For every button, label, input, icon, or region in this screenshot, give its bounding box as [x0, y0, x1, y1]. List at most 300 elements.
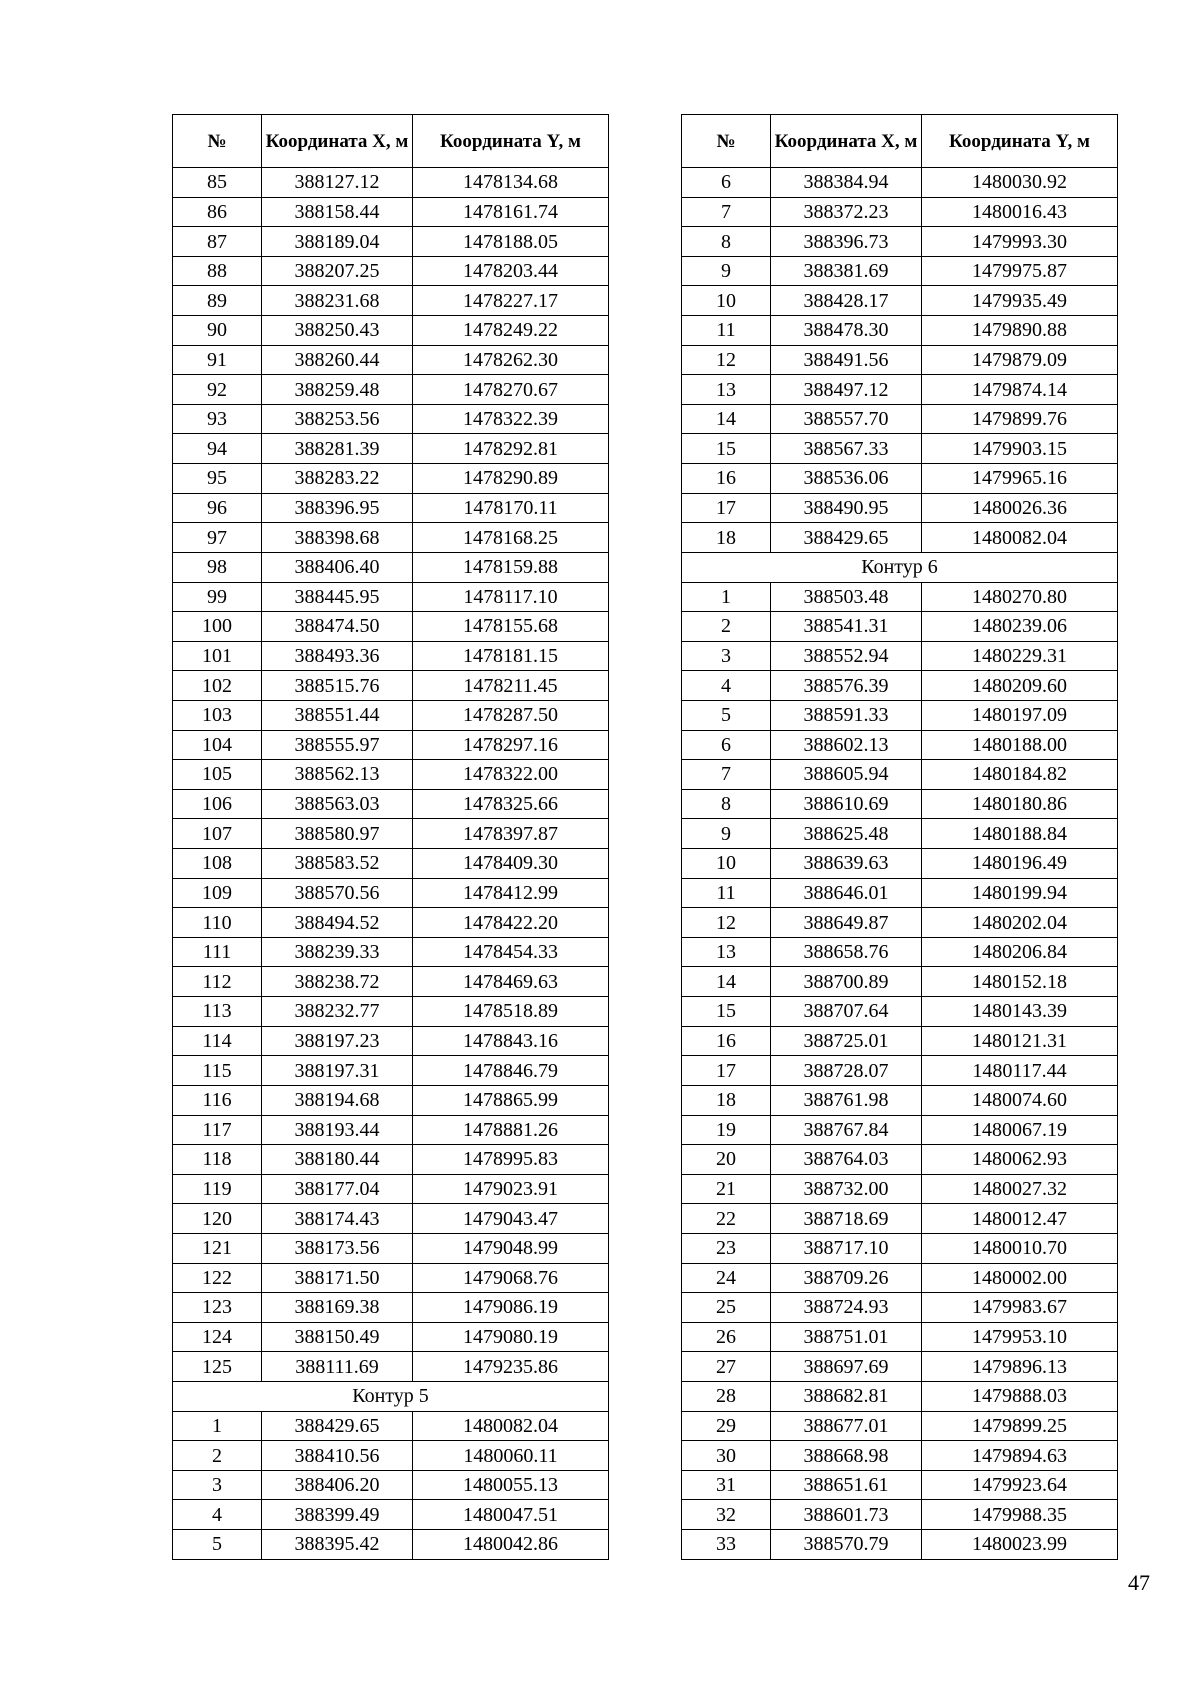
cell-number: 90	[173, 316, 262, 346]
cell-number: 32	[682, 1500, 771, 1530]
coordinates-table-left	[172, 114, 609, 1560]
table-row	[173, 641, 609, 671]
cell-number: 25	[682, 1293, 771, 1323]
table-row	[682, 1026, 1118, 1056]
cell-coordinate-x: 388490.95	[771, 493, 922, 523]
cell-number: 92	[173, 375, 262, 405]
cell-coordinate-y: 1478409.30	[413, 849, 609, 879]
table-row	[682, 1263, 1118, 1293]
cell-coordinate-y: 1479890.88	[922, 316, 1118, 346]
cell-coordinate-y: 1478159.88	[413, 552, 609, 582]
cell-coordinate-x: 388478.30	[771, 316, 922, 346]
cell-coordinate-y: 1480188.00	[922, 730, 1118, 760]
cell-coordinate-y: 1480082.04	[922, 523, 1118, 553]
cell-coordinate-y: 1479048.99	[413, 1233, 609, 1263]
contour-row	[682, 552, 1118, 582]
cell-coordinate-y: 1480180.86	[922, 789, 1118, 819]
page-number: 47	[1128, 1570, 1150, 1595]
cell-coordinate-x: 388189.04	[262, 227, 413, 257]
cell-coordinate-x: 388732.00	[771, 1174, 922, 1204]
cell-coordinate-x: 388591.33	[771, 700, 922, 730]
cell-coordinate-y: 1478287.50	[413, 700, 609, 730]
table-row	[173, 375, 609, 405]
cell-coordinate-x: 388396.95	[262, 493, 413, 523]
cell-coordinate-y: 1480152.18	[922, 967, 1118, 997]
cell-coordinate-x: 388158.44	[262, 197, 413, 227]
cell-coordinate-y: 1479879.09	[922, 345, 1118, 375]
table-row	[173, 1322, 609, 1352]
cell-coordinate-x: 388677.01	[771, 1411, 922, 1441]
cell-coordinate-x: 388570.79	[771, 1530, 922, 1560]
table-row	[173, 1233, 609, 1263]
table-row	[682, 760, 1118, 790]
cell-coordinate-y: 1479899.25	[922, 1411, 1118, 1441]
table-row	[173, 434, 609, 464]
table-row	[682, 819, 1118, 849]
cell-coordinate-x: 388497.12	[771, 375, 922, 405]
cell-coordinate-x: 388127.12	[262, 168, 413, 198]
cell-coordinate-x: 388707.64	[771, 997, 922, 1027]
cell-coordinate-x: 388174.43	[262, 1204, 413, 1234]
cell-number: 113	[173, 997, 262, 1027]
cell-number: 87	[173, 227, 262, 257]
cell-coordinate-y: 1480016.43	[922, 197, 1118, 227]
table-row	[173, 671, 609, 701]
cell-coordinate-x: 388428.17	[771, 286, 922, 316]
table-row	[173, 612, 609, 642]
table-row	[173, 345, 609, 375]
table-row	[173, 937, 609, 967]
contour-label: Контур 6	[682, 552, 1118, 582]
cell-coordinate-x: 388494.52	[262, 908, 413, 938]
cell-number: 8	[682, 227, 771, 257]
cell-coordinate-x: 388410.56	[262, 1441, 413, 1471]
cell-coordinate-y: 1480239.06	[922, 612, 1118, 642]
cell-coordinate-y: 1478181.15	[413, 641, 609, 671]
cell-coordinate-x: 388399.49	[262, 1500, 413, 1530]
table-row	[682, 1352, 1118, 1382]
cell-number: 115	[173, 1056, 262, 1086]
cell-number: 119	[173, 1174, 262, 1204]
cell-coordinate-x: 388562.13	[262, 760, 413, 790]
cell-number: 93	[173, 404, 262, 434]
table-row	[682, 849, 1118, 879]
table-row	[173, 197, 609, 227]
cell-number: 9	[682, 256, 771, 286]
cell-coordinate-x: 388767.84	[771, 1115, 922, 1145]
cell-coordinate-x: 388169.38	[262, 1293, 413, 1323]
table-row	[173, 256, 609, 286]
contour-label: Контур 5	[173, 1381, 609, 1411]
cell-number: 85	[173, 168, 262, 198]
cell-coordinate-y: 1480196.49	[922, 849, 1118, 879]
table-row	[173, 493, 609, 523]
cell-coordinate-y: 1480042.86	[413, 1530, 609, 1560]
cell-number: 3	[173, 1470, 262, 1500]
cell-coordinate-y: 1480012.47	[922, 1204, 1118, 1234]
cell-number: 108	[173, 849, 262, 879]
cell-number: 104	[173, 730, 262, 760]
table-row	[682, 345, 1118, 375]
cell-coordinate-x: 388700.89	[771, 967, 922, 997]
cell-coordinate-y: 1480030.92	[922, 168, 1118, 198]
cell-coordinate-y: 1480023.99	[922, 1530, 1118, 1560]
cell-coordinate-x: 388557.70	[771, 404, 922, 434]
cell-number: 102	[173, 671, 262, 701]
header-coordinate-y: Координата Y, м	[413, 115, 609, 168]
cell-coordinate-y: 1479923.64	[922, 1470, 1118, 1500]
cell-number: 27	[682, 1352, 771, 1382]
cell-coordinate-y: 1478469.63	[413, 967, 609, 997]
cell-number: 122	[173, 1263, 262, 1293]
cell-number: 14	[682, 967, 771, 997]
cell-coordinate-y: 1479899.76	[922, 404, 1118, 434]
cell-coordinate-y: 1480026.36	[922, 493, 1118, 523]
cell-number: 109	[173, 878, 262, 908]
cell-coordinate-x: 388541.31	[771, 612, 922, 642]
cell-coordinate-y: 1480010.70	[922, 1233, 1118, 1263]
cell-number: 88	[173, 256, 262, 286]
cell-coordinate-y: 1479903.15	[922, 434, 1118, 464]
cell-number: 15	[682, 434, 771, 464]
cell-coordinate-y: 1478270.67	[413, 375, 609, 405]
cell-coordinate-y: 1478117.10	[413, 582, 609, 612]
cell-coordinate-y: 1480082.04	[413, 1411, 609, 1441]
cell-coordinate-y: 1478297.16	[413, 730, 609, 760]
cell-coordinate-x: 388724.93	[771, 1293, 922, 1323]
table-row	[682, 1470, 1118, 1500]
cell-coordinate-y: 1478422.20	[413, 908, 609, 938]
cell-coordinate-x: 388576.39	[771, 671, 922, 701]
cell-number: 1	[682, 582, 771, 612]
cell-number: 13	[682, 375, 771, 405]
table-row	[682, 168, 1118, 198]
cell-coordinate-x: 388194.68	[262, 1085, 413, 1115]
cell-coordinate-y: 1480270.80	[922, 582, 1118, 612]
cell-coordinate-y: 1478881.26	[413, 1115, 609, 1145]
cell-coordinate-x: 388725.01	[771, 1026, 922, 1056]
table-row	[682, 1233, 1118, 1263]
table-row	[173, 819, 609, 849]
cell-coordinate-x: 388429.65	[262, 1411, 413, 1441]
cell-coordinate-x: 388250.43	[262, 316, 413, 346]
table-row	[173, 1441, 609, 1471]
cell-coordinate-y: 1478155.68	[413, 612, 609, 642]
cell-coordinate-x: 388111.69	[262, 1352, 413, 1382]
cell-number: 24	[682, 1263, 771, 1293]
cell-number: 110	[173, 908, 262, 938]
cell-number: 114	[173, 1026, 262, 1056]
cell-number: 3	[682, 641, 771, 671]
table-row	[682, 434, 1118, 464]
cell-coordinate-y: 1479953.10	[922, 1322, 1118, 1352]
cell-coordinate-x: 388610.69	[771, 789, 922, 819]
table-row	[173, 1293, 609, 1323]
cell-coordinate-x: 388231.68	[262, 286, 413, 316]
cell-coordinate-y: 1478161.74	[413, 197, 609, 227]
cell-coordinate-x: 388646.01	[771, 878, 922, 908]
cell-coordinate-y: 1480206.84	[922, 937, 1118, 967]
cell-coordinate-y: 1479235.86	[413, 1352, 609, 1382]
cell-coordinate-x: 388207.25	[262, 256, 413, 286]
table-row	[682, 1441, 1118, 1471]
table-row	[173, 1352, 609, 1382]
cell-number: 29	[682, 1411, 771, 1441]
cell-coordinate-x: 388567.33	[771, 434, 922, 464]
cell-coordinate-y: 1478170.11	[413, 493, 609, 523]
cell-coordinate-x: 388180.44	[262, 1145, 413, 1175]
cell-coordinate-x: 388728.07	[771, 1056, 922, 1086]
cell-coordinate-x: 388173.56	[262, 1233, 413, 1263]
cell-number: 5	[173, 1530, 262, 1560]
cell-coordinate-y: 1478211.45	[413, 671, 609, 701]
cell-coordinate-x: 388150.49	[262, 1322, 413, 1352]
table-row	[682, 197, 1118, 227]
cell-number: 98	[173, 552, 262, 582]
table-header-row	[682, 115, 1118, 168]
cell-coordinate-y: 1480229.31	[922, 641, 1118, 671]
cell-number: 106	[173, 789, 262, 819]
cell-coordinate-y: 1478249.22	[413, 316, 609, 346]
cell-number: 100	[173, 612, 262, 642]
cell-coordinate-y: 1479888.03	[922, 1381, 1118, 1411]
cell-coordinate-x: 388503.48	[771, 582, 922, 612]
table-row	[682, 612, 1118, 642]
cell-coordinate-y: 1478865.99	[413, 1085, 609, 1115]
table-row	[682, 582, 1118, 612]
table-row	[682, 1293, 1118, 1323]
cell-coordinate-x: 388515.76	[262, 671, 413, 701]
cell-number: 112	[173, 967, 262, 997]
table-row	[173, 582, 609, 612]
contour-row	[173, 1381, 609, 1411]
cell-coordinate-x: 388491.56	[771, 345, 922, 375]
table-row	[682, 227, 1118, 257]
cell-number: 125	[173, 1352, 262, 1382]
cell-coordinate-y: 1478262.30	[413, 345, 609, 375]
cell-coordinate-x: 388445.95	[262, 582, 413, 612]
cell-number: 17	[682, 1056, 771, 1086]
cell-coordinate-x: 388281.39	[262, 434, 413, 464]
cell-coordinate-y: 1480062.93	[922, 1145, 1118, 1175]
table-row	[682, 1381, 1118, 1411]
cell-number: 4	[682, 671, 771, 701]
cell-coordinate-x: 388583.52	[262, 849, 413, 879]
cell-coordinate-y: 1480055.13	[413, 1470, 609, 1500]
cell-number: 89	[173, 286, 262, 316]
table-row	[173, 908, 609, 938]
cell-coordinate-x: 388580.97	[262, 819, 413, 849]
coordinates-table-right	[681, 114, 1118, 1560]
cell-number: 99	[173, 582, 262, 612]
table-row	[173, 730, 609, 760]
table-row	[682, 404, 1118, 434]
table-row	[682, 1174, 1118, 1204]
cell-coordinate-x: 388238.72	[262, 967, 413, 997]
cell-number: 95	[173, 464, 262, 494]
cell-coordinate-y: 1479874.14	[922, 375, 1118, 405]
table-row	[682, 286, 1118, 316]
cell-number: 107	[173, 819, 262, 849]
cell-coordinate-y: 1478412.99	[413, 878, 609, 908]
table-row	[682, 375, 1118, 405]
cell-coordinate-y: 1480002.00	[922, 1263, 1118, 1293]
cell-coordinate-x: 388406.40	[262, 552, 413, 582]
cell-number: 23	[682, 1233, 771, 1263]
cell-number: 103	[173, 700, 262, 730]
cell-coordinate-y: 1478322.39	[413, 404, 609, 434]
cell-coordinate-y: 1478397.87	[413, 819, 609, 849]
cell-coordinate-y: 1480027.32	[922, 1174, 1118, 1204]
cell-number: 30	[682, 1441, 771, 1471]
cell-coordinate-y: 1478188.05	[413, 227, 609, 257]
cell-coordinate-x: 388177.04	[262, 1174, 413, 1204]
table-row	[173, 849, 609, 879]
cell-coordinate-y: 1479896.13	[922, 1352, 1118, 1382]
table-row	[682, 730, 1118, 760]
table-header-row	[173, 115, 609, 168]
cell-coordinate-x: 388668.98	[771, 1441, 922, 1471]
cell-coordinate-y: 1479993.30	[922, 227, 1118, 257]
table-row	[173, 1145, 609, 1175]
table-row	[682, 1322, 1118, 1352]
cell-coordinate-y: 1478846.79	[413, 1056, 609, 1086]
cell-coordinate-x: 388625.48	[771, 819, 922, 849]
cell-number: 8	[682, 789, 771, 819]
table-row	[682, 1115, 1118, 1145]
cell-number: 121	[173, 1233, 262, 1263]
cell-number: 120	[173, 1204, 262, 1234]
cell-number: 94	[173, 434, 262, 464]
table-row	[173, 1085, 609, 1115]
table-row	[173, 523, 609, 553]
table-row	[173, 997, 609, 1027]
cell-coordinate-x: 388602.13	[771, 730, 922, 760]
cell-number: 12	[682, 908, 771, 938]
table-row	[682, 937, 1118, 967]
table-row	[173, 1411, 609, 1441]
cell-coordinate-y: 1480121.31	[922, 1026, 1118, 1056]
cell-coordinate-x: 388639.63	[771, 849, 922, 879]
table-row	[682, 1500, 1118, 1530]
cell-number: 11	[682, 316, 771, 346]
table-row	[682, 700, 1118, 730]
cell-number: 21	[682, 1174, 771, 1204]
table-row	[682, 997, 1118, 1027]
cell-coordinate-y: 1478322.00	[413, 760, 609, 790]
cell-coordinate-y: 1478454.33	[413, 937, 609, 967]
cell-coordinate-x: 388718.69	[771, 1204, 922, 1234]
table-row	[173, 1174, 609, 1204]
cell-coordinate-y: 1480202.04	[922, 908, 1118, 938]
cell-coordinate-y: 1478290.89	[413, 464, 609, 494]
cell-coordinate-y: 1479023.91	[413, 1174, 609, 1204]
table-row	[173, 1115, 609, 1145]
cell-coordinate-x: 388259.48	[262, 375, 413, 405]
table-row	[173, 227, 609, 257]
cell-number: 10	[682, 286, 771, 316]
cell-number: 13	[682, 937, 771, 967]
cell-coordinate-x: 388649.87	[771, 908, 922, 938]
cell-coordinate-y: 1480143.39	[922, 997, 1118, 1027]
cell-number: 12	[682, 345, 771, 375]
cell-coordinate-x: 388253.56	[262, 404, 413, 434]
table-row	[173, 760, 609, 790]
cell-coordinate-y: 1479988.35	[922, 1500, 1118, 1530]
cell-coordinate-x: 388171.50	[262, 1263, 413, 1293]
cell-coordinate-y: 1478292.81	[413, 434, 609, 464]
cell-coordinate-x: 388570.56	[262, 878, 413, 908]
cell-number: 26	[682, 1322, 771, 1352]
table-row	[173, 168, 609, 198]
cell-coordinate-y: 1480047.51	[413, 1500, 609, 1530]
cell-number: 10	[682, 849, 771, 879]
header-coordinate-x: Координата X, м	[771, 115, 922, 168]
cell-coordinate-y: 1478203.44	[413, 256, 609, 286]
cell-number: 6	[682, 168, 771, 198]
cell-coordinate-x: 388551.44	[262, 700, 413, 730]
cell-coordinate-y: 1479043.47	[413, 1204, 609, 1234]
cell-coordinate-x: 388764.03	[771, 1145, 922, 1175]
cell-coordinate-y: 1479983.67	[922, 1293, 1118, 1323]
cell-coordinate-x: 388493.36	[262, 641, 413, 671]
cell-number: 117	[173, 1115, 262, 1145]
cell-coordinate-x: 388232.77	[262, 997, 413, 1027]
table-row	[173, 1530, 609, 1560]
table-row	[173, 967, 609, 997]
cell-coordinate-x: 388260.44	[262, 345, 413, 375]
table-row	[682, 908, 1118, 938]
cell-number: 17	[682, 493, 771, 523]
cell-coordinate-x: 388717.10	[771, 1233, 922, 1263]
cell-coordinate-y: 1478843.16	[413, 1026, 609, 1056]
cell-number: 97	[173, 523, 262, 553]
cell-coordinate-y: 1478168.25	[413, 523, 609, 553]
table-row	[173, 700, 609, 730]
cell-number: 7	[682, 197, 771, 227]
cell-coordinate-y: 1478227.17	[413, 286, 609, 316]
cell-number: 19	[682, 1115, 771, 1145]
header-number: №	[682, 115, 771, 168]
cell-coordinate-x: 388429.65	[771, 523, 922, 553]
cell-number: 105	[173, 760, 262, 790]
cell-number: 2	[682, 612, 771, 642]
table-row	[682, 316, 1118, 346]
cell-number: 2	[173, 1441, 262, 1471]
cell-number: 16	[682, 464, 771, 494]
cell-coordinate-x: 388651.61	[771, 1470, 922, 1500]
cell-coordinate-y: 1479894.63	[922, 1441, 1118, 1471]
table-row	[682, 523, 1118, 553]
cell-coordinate-y: 1480184.82	[922, 760, 1118, 790]
cell-coordinate-y: 1480074.60	[922, 1085, 1118, 1115]
table-row	[682, 493, 1118, 523]
cell-number: 6	[682, 730, 771, 760]
cell-number: 22	[682, 1204, 771, 1234]
cell-number: 1	[173, 1411, 262, 1441]
cell-coordinate-x: 388709.26	[771, 1263, 922, 1293]
cell-coordinate-x: 388398.68	[262, 523, 413, 553]
cell-coordinate-y: 1480060.11	[413, 1441, 609, 1471]
table-row	[173, 1056, 609, 1086]
cell-coordinate-x: 388193.44	[262, 1115, 413, 1145]
cell-number: 116	[173, 1085, 262, 1115]
cell-coordinate-y: 1478325.66	[413, 789, 609, 819]
cell-number: 9	[682, 819, 771, 849]
cell-coordinate-x: 388682.81	[771, 1381, 922, 1411]
cell-coordinate-x: 388697.69	[771, 1352, 922, 1382]
cell-coordinate-x: 388555.97	[262, 730, 413, 760]
